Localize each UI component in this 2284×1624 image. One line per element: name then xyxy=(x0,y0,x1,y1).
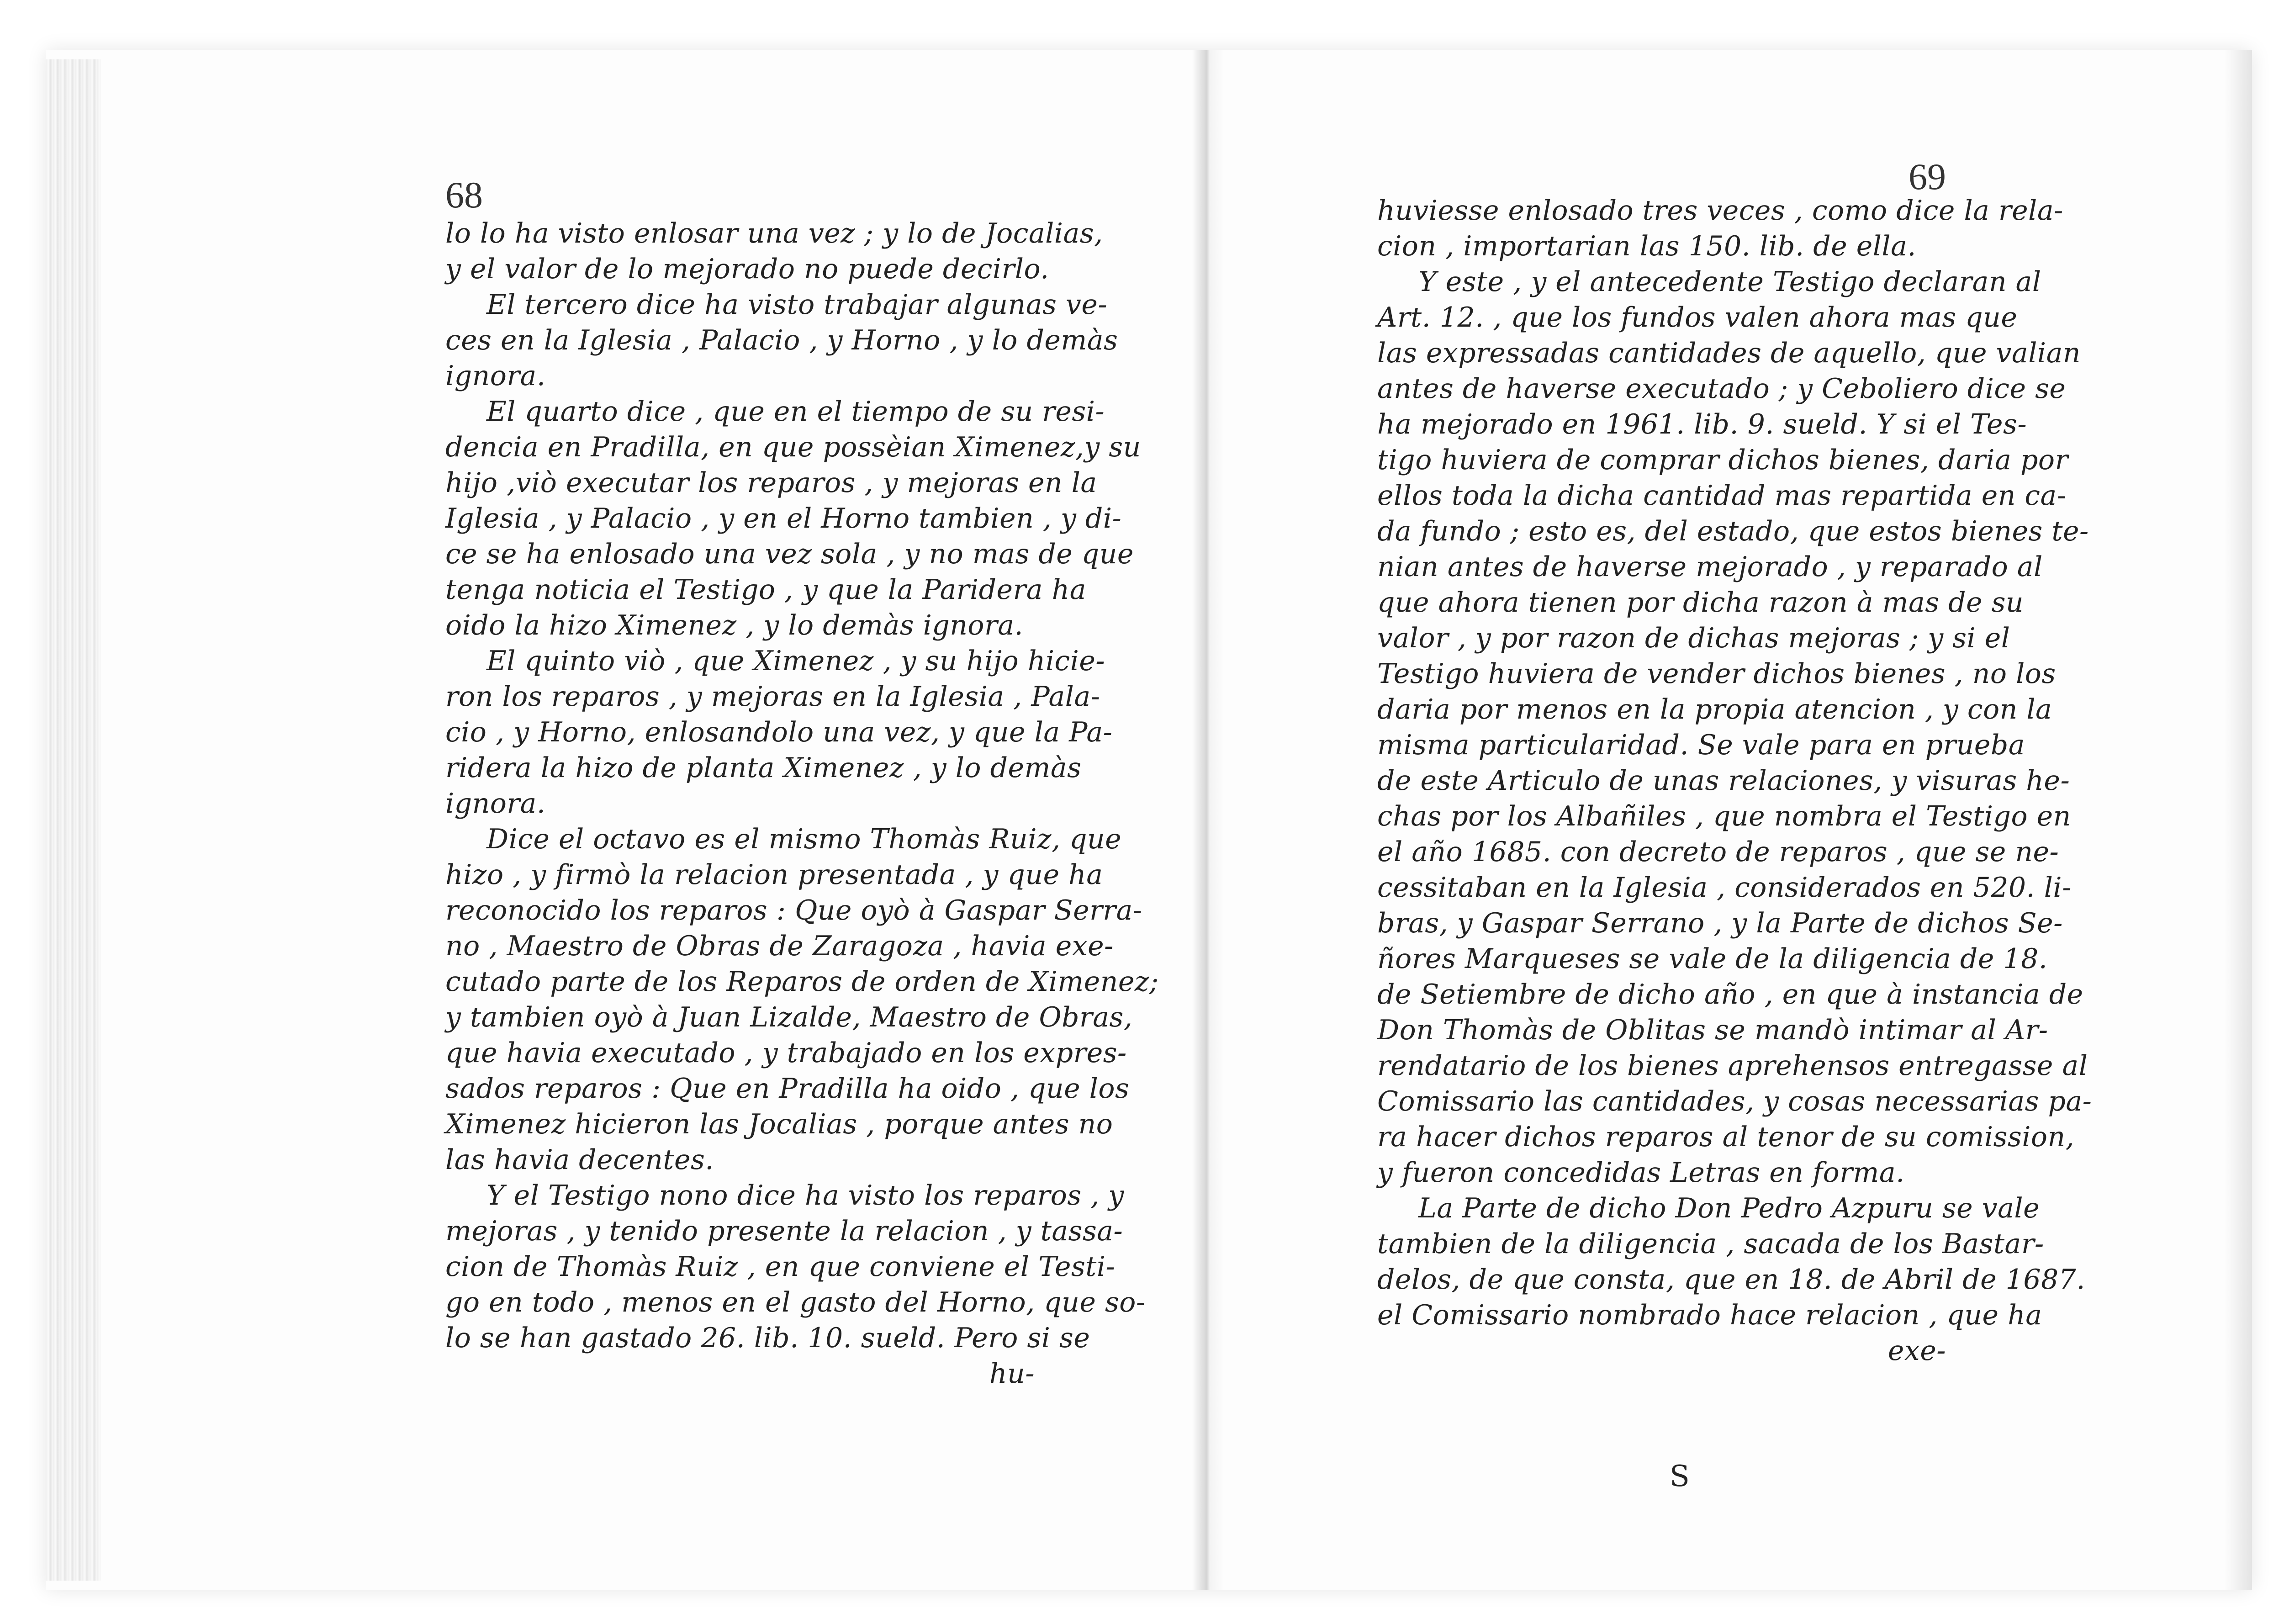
text-line: el año 1685. con decreto de reparos , que se ne- xyxy=(1377,836,2059,868)
right-page-edge xyxy=(2225,50,2252,1590)
text-line: oido la hizo Ximenez , y lo demàs ignora. xyxy=(445,609,1024,641)
text-line: que ahora tienen por dicha razon à mas de su xyxy=(1377,587,2024,619)
page-number: 69 xyxy=(1909,156,1946,197)
catchword: hu- xyxy=(989,1358,1035,1390)
text-line: da fundo ; esto es, del estado, que estos bienes te- xyxy=(1377,515,2089,547)
text-line: ces en la Iglesia , Palacio , y Horno , y lo demàs xyxy=(445,324,1118,356)
text-line: dencia en Pradilla, en que possèian Ximenez,y su xyxy=(445,431,1141,463)
text-line: Iglesia , y Palacio , y en el Horno tambien , y di- xyxy=(445,503,1122,534)
text-line: Y el Testigo nono dice ha visto los reparos , y xyxy=(486,1180,1124,1211)
page-number: 68 xyxy=(445,174,483,216)
text-line: el Comissario nombrado hace relacion , que ha xyxy=(1377,1299,2042,1331)
page-text xyxy=(1377,193,2092,1369)
text-line: ñores Marqueses se vale de la diligencia de 18. xyxy=(1377,943,2048,975)
text-line: El quinto viò , que Ximenez , y su hijo hicie- xyxy=(486,645,1105,677)
text-line: nian antes de haverse mejorado , y reparado al xyxy=(1377,551,2043,583)
text-line: Y este , y el antecedente Testigo declaran al xyxy=(1418,266,2041,298)
text-line: ra hacer dichos reparos al tenor de su comission, xyxy=(1377,1121,2075,1153)
text-line: huviesse enlosado tres veces , como dice la rela- xyxy=(1377,195,2063,227)
text-line: ce se ha enlosado una vez sola , y no mas de que xyxy=(445,538,1134,570)
text-line: hizo , y firmò la relacion presentada , y que ha xyxy=(445,859,1103,891)
text-line: cion , importarian las 150. lib. de ella. xyxy=(1377,230,1916,262)
text-line: tigo huviera de comprar dichos bienes, daria por xyxy=(1377,444,2068,476)
text-line: de Setiembre de dicho año , en que à instancia de xyxy=(1377,979,2083,1010)
text-line: las havia decentes. xyxy=(445,1144,714,1176)
text-line: El tercero dice ha visto trabajar algunas ve- xyxy=(486,289,1108,321)
text-line: lo se han gastado 26. lib. 10. sueld. Pero si se xyxy=(445,1322,1090,1354)
text-line: Comissario las cantidades, y cosas necessarias pa- xyxy=(1377,1085,2092,1117)
text-line: y el valor de lo mejorado no puede decirlo. xyxy=(445,253,1049,285)
page-stack-edge xyxy=(46,59,100,1581)
text-line: ellos toda la dicha cantidad mas repartida en ca- xyxy=(1377,480,2067,512)
text-line: de este Articulo de unas relaciones, y visuras he- xyxy=(1377,765,2070,797)
text-line: las expressadas cantidades de aquello, que valian xyxy=(1377,337,2081,369)
text-line: tenga noticia el Testigo , y que la Paridera ha xyxy=(445,574,1087,606)
text-line: hijo ,viò executar los reparos , y mejoras en la xyxy=(445,467,1097,499)
text-line: lo lo ha visto enlosar una vez ; y lo de Jocalias, xyxy=(445,217,1103,249)
text-line: ha mejorado en 1961. lib. 9. sueld. Y si el Tes- xyxy=(1377,408,2027,440)
text-line: Dice el octavo es el mismo Thomàs Ruiz, que xyxy=(486,823,1122,855)
signature-mark: S xyxy=(1670,1460,1690,1493)
text-line: delos, de que consta, que en 18. de Abril de 1687. xyxy=(1377,1264,2085,1296)
text-line: Ximenez hicieron las Jocalias , porque antes no xyxy=(445,1108,1113,1140)
text-line: antes de haverse executado ; y Ceboliero dice se xyxy=(1377,373,2066,405)
text-line: bras, y Gaspar Serrano , y la Parte de dichos Se- xyxy=(1377,907,2063,939)
text-line: cion de Thomàs Ruiz , en que conviene el Testi- xyxy=(445,1251,1116,1283)
text-line: que havia executado , y trabajado en los expres- xyxy=(445,1037,1127,1069)
text-line: Don Thomàs de Oblitas se mandò intimar al Ar- xyxy=(1377,1014,2048,1046)
text-line: chas por los Albañiles , que nombra el Testigo en xyxy=(1377,800,2071,832)
text-line: ignora. xyxy=(445,788,546,820)
catchword: exe- xyxy=(1887,1335,1946,1367)
book-gutter xyxy=(1192,50,1224,1590)
text-line: y fueron concedidas Letras en forma. xyxy=(1377,1157,1905,1189)
page-text xyxy=(445,216,1159,1391)
text-line: El quarto dice , que en el tiempo de su resi- xyxy=(486,396,1105,428)
text-line: mejoras , y tenido presente la relacion , y tassa- xyxy=(445,1215,1123,1247)
text-line: Art. 12. , que los fundos valen ahora mas que xyxy=(1377,302,2018,333)
text-line: valor , y por razon de dichas mejoras ; y si el xyxy=(1377,622,2010,654)
text-line: y tambien oyò à Juan Lizalde, Maestro de Obras, xyxy=(445,1001,1133,1033)
text-line: rendatario de los bienes aprehensos entregasse al xyxy=(1377,1050,2088,1082)
text-line: cessitaban en la Iglesia , considerados en 520. li- xyxy=(1377,872,2072,904)
text-line: no , Maestro de Obras de Zaragoza , havia exe- xyxy=(445,930,1114,962)
text-line: go en todo , menos en el gasto del Horno, que so- xyxy=(445,1286,1146,1318)
text-line: La Parte de dicho Don Pedro Azpuru se vale xyxy=(1418,1192,2040,1224)
text-line: sados reparos : Que en Pradilla ha oido , que los xyxy=(445,1073,1130,1105)
text-line: tambien de la diligencia , sacada de los Bastar- xyxy=(1377,1228,2044,1260)
text-line: misma particularidad. Se vale para en prueba xyxy=(1377,729,2025,761)
text-line: cio , y Horno, enlosandolo una vez, y que la Pa- xyxy=(445,716,1113,748)
text-line: reconocido los reparos : Que oyò à Gaspar Serra- xyxy=(445,894,1142,926)
text-line: ridera la hizo de planta Ximenez , y lo demàs xyxy=(445,752,1082,784)
text-line: Testigo huviera de vender dichos bienes , no los xyxy=(1377,658,2056,690)
text-line: ignora. xyxy=(445,360,546,392)
text-line: ron los reparos , y mejoras en la Iglesia , Pala- xyxy=(445,681,1100,713)
text-line: daria por menos en la propia atencion , y con la xyxy=(1377,693,2052,725)
text-line: cutado parte de los Reparos de orden de Ximenez; xyxy=(445,966,1159,998)
